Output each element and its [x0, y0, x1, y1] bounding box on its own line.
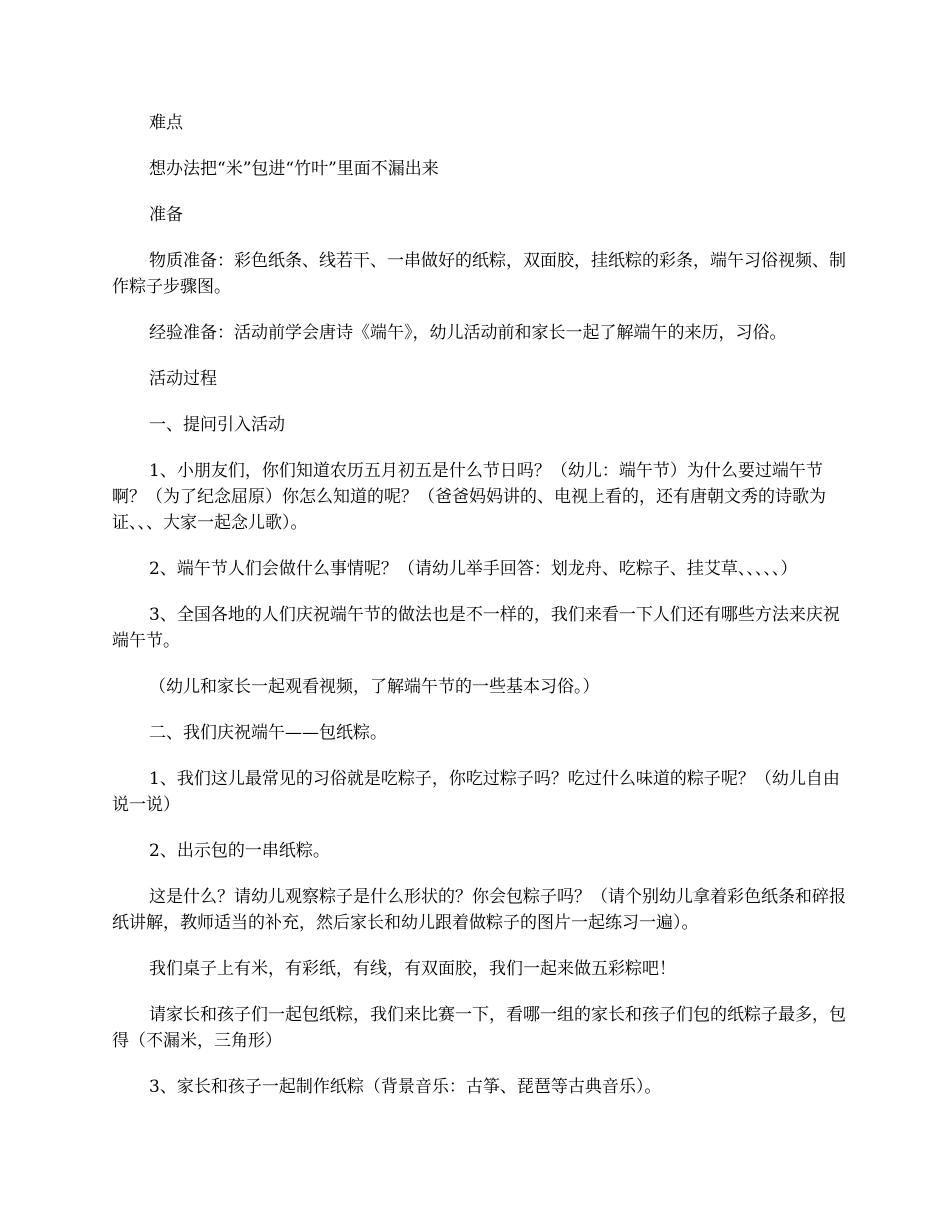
document-body [112, 110, 852, 1120]
paragraph-explanation: 这是什么？请幼儿观察粽子是什么形状的？你会包粽子吗？（请个别幼儿拿着彩色纸条和碎报纸讲解，教师适当的补充，然后家长和幼儿跟着做粽子的图片一起练习一遍）。 [112, 887, 846, 933]
paragraph-step-1-2: 2、端午节人们会做什么事情呢？（请幼儿举手回答：划龙舟、吃粽子、挂艾草、、、、、） [149, 559, 798, 579]
paragraph-step-2-2: 2、出示包的一串纸粽。 [149, 841, 330, 861]
paragraph-experience-preparation: 经验准备：活动前学会唐诗《端午》，幼儿活动前和家长一起了解端午的来历，习俗。 [149, 323, 787, 343]
section-heading-1: 一、提问引入活动 [149, 415, 285, 435]
paragraph-material-preparation: 物质准备：彩色纸条、线若干、一串做好的纸粽，双面胶，挂纸粽的彩条，端午习俗视频、制作粽子步骤图。 [112, 251, 846, 297]
paragraph-competition: 请家长和孩子们一起包纸粽，我们来比赛一下，看哪一组的家长和孩子们包的纸粽子最多，包得（不漏米，三角形） [112, 1005, 846, 1051]
paragraph-step-2-1: 1、我们这儿最常见的习俗就是吃粽子，你吃过粽子吗？吃过什么味道的粽子呢？（幼儿自由说一说） [112, 769, 840, 815]
paragraph-step-1-3: 3、全国各地的人们庆祝端午节的做法也是不一样的，我们来看一下人们还有哪些方法来庆祝端午节。 [112, 605, 840, 651]
paragraph-video-note: （幼儿和家长一起观看视频，了解端午节的一些基本习俗。） [149, 677, 600, 697]
heading-preparation: 准备 [149, 205, 183, 225]
paragraph-difficulty-detail: 想办法把“米”包进“竹叶”里面不漏出来 [149, 159, 439, 179]
section-heading-2: 二、我们庆祝端午——包纸粽。 [149, 723, 387, 743]
heading-difficulty: 难点 [149, 113, 183, 133]
paragraph-materials-on-table: 我们桌子上有米，有彩纸，有线，有双面胶，我们一起来做五彩粽吧！ [149, 959, 676, 979]
paragraph-step-1-1: 1、小朋友们，你们知道农历五月初五是什么节日吗？（幼儿：端午节）为什么要过端午节啊？（为了纪念屈原）你怎么知道的呢？（爸爸妈妈讲的、电视上看的，还有唐朝文秀的诗歌为证、、、大家一起念儿歌）。 [112, 461, 826, 533]
paragraph-step-2-3: 3、家长和孩子一起制作纸粽（背景音乐：古筝、琵琶等古典音乐）。 [149, 1077, 662, 1097]
heading-activity-process: 活动过程 [149, 369, 217, 389]
